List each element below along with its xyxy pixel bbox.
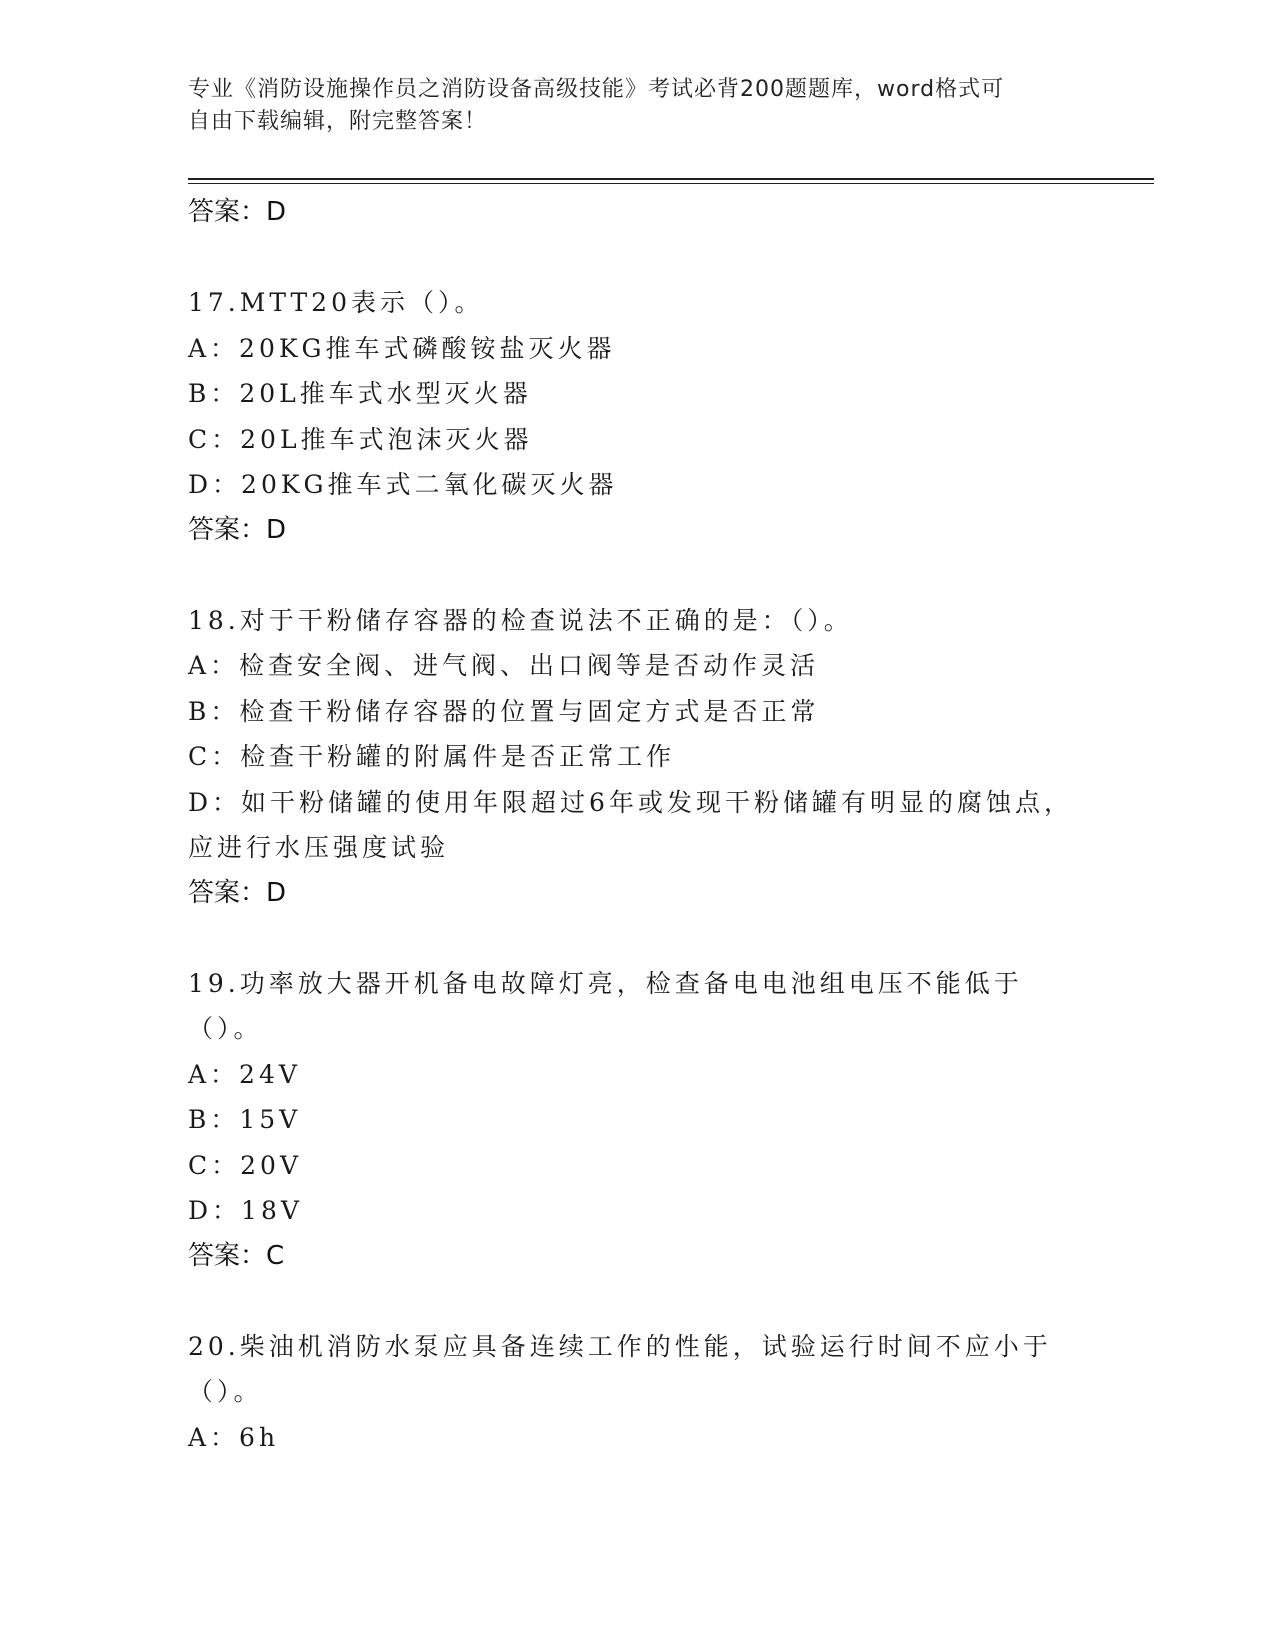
question-stem: 18.对于干粉储存容器的检查说法不正确的是：（）。 xyxy=(188,605,853,635)
option-a: A：6h xyxy=(188,1422,280,1452)
option-b: B：15V xyxy=(188,1105,302,1134)
option-a: A：24V xyxy=(188,1059,301,1089)
answer-label: 答案：D xyxy=(188,197,287,227)
answer-label: 答案：D xyxy=(188,514,287,545)
question-17 xyxy=(188,280,1088,552)
header-divider xyxy=(188,178,1154,180)
option-c: C：检查干粉罐的附属件是否正常工作 xyxy=(188,742,676,771)
option-c: C：20V xyxy=(188,1150,302,1180)
question-20 xyxy=(188,1324,1088,1461)
option-c: C：20L推车式泡沫灭火器 xyxy=(188,424,533,454)
answer-label: 答案：C xyxy=(188,1240,285,1271)
question-list xyxy=(188,190,1088,1460)
question-stem: 19.功率放大器开机备电故障灯亮，检查备电电池组电压不能低于（）。 xyxy=(188,968,1023,1043)
header-line-2: 自由下载编辑，附完整答案！ xyxy=(188,109,488,134)
option-d: D：20KG推车式二氧化碳灭火器 xyxy=(188,470,618,499)
answer-label: 答案：D xyxy=(188,877,287,908)
question-19 xyxy=(188,961,1088,1278)
header-line-1: 专业《消防设施操作员之消防设备高级技能》考试必背200题题库，word格式可 xyxy=(188,77,1005,102)
question-stem: 20.柴油机消防水泵应具备连续工作的性能，试验运行时间不应小于（）。 xyxy=(188,1331,1052,1406)
option-d: D：如干粉储罐的使用年限超过6年或发现干粉储罐有明显的腐蚀点，应进行水压强度试验 xyxy=(188,787,1073,862)
document-header xyxy=(188,74,1068,138)
option-a: A：20KG推车式磷酸铵盐灭火器 xyxy=(188,333,616,363)
option-a: A：检查安全阀、进气阀、出口阀等是否动作灵活 xyxy=(188,651,820,680)
option-d: D：18V xyxy=(188,1196,303,1225)
option-b: B：20L推车式水型灭火器 xyxy=(188,379,532,408)
question-stem: 17.MTT20表示（）。 xyxy=(188,288,484,317)
option-b: B：检查干粉储存容器的位置与固定方式是否正常 xyxy=(188,696,820,726)
question-18 xyxy=(188,598,1088,915)
header-divider-thin xyxy=(188,183,1154,184)
